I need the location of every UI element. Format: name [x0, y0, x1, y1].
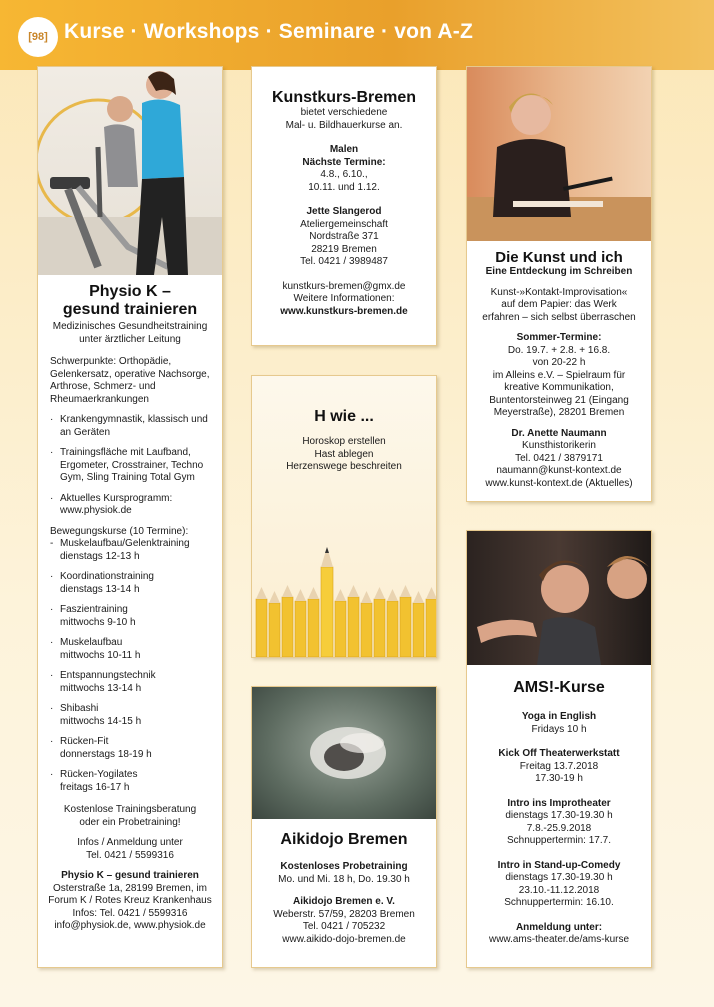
physio-free-line1: Kostenlose Trainingsberatung — [63, 804, 197, 815]
course-name: Koordinationstraining — [60, 571, 154, 582]
course-time: donnerstags 18-19 h — [60, 748, 152, 760]
list-item: · Rücken-Fit donnerstags 18-19 h — [50, 736, 152, 760]
list-item: · Krankengymnastik, klassisch und an Geräten — [50, 414, 212, 439]
page-number-badge: [98] — [18, 17, 58, 57]
kunst-title: Die Kunst und ich — [495, 249, 623, 266]
kunst-s1: Do. 19.7. + 2.8. + 16.8. — [507, 344, 611, 356]
kunstkurs-termine: Nächste Termine: — [302, 156, 386, 168]
kunst-s4: kreative Kommunikation, — [504, 382, 614, 393]
list-item: · Faszientraining mittwochs 9-10 h — [50, 604, 136, 628]
kunstkurs-sub1: bietet verschiedene — [300, 107, 388, 118]
ams-website[interactable]: www.ams-theater.de/ams-kurse — [488, 934, 630, 945]
kunst-s5: Buntentorsteinweg 21 (Eingang — [489, 394, 629, 406]
physio-address-line1: Osterstraße 1a, 28199 Bremen, im — [53, 882, 207, 894]
hwie-card — [251, 375, 437, 658]
course-time: dienstags 13-14 h — [60, 583, 140, 595]
aikido-club: Aikidojo Bremen e. V. — [293, 896, 395, 907]
kunstkurs-more: Weitere Informationen: — [293, 293, 395, 304]
kunstkurs-contact-name: Jette Slangerod — [306, 206, 382, 217]
physio-subtitle-line1: Medizinisches Gesundheitstraining — [52, 321, 208, 332]
hwie-title: H wie ... — [314, 408, 374, 425]
course-time: mittwochs 10-11 h — [60, 649, 141, 661]
hwie-line2: Hast ablegen — [314, 448, 374, 460]
list-item: · Shibashi mittwochs 14-15 h — [50, 703, 142, 727]
ams-title: AMS!-Kurse — [513, 679, 605, 696]
aikido-phone: Tel. 0421 / 705232 — [302, 921, 386, 932]
kunst-s6: Meyerstraße), 28201 Bremen — [493, 407, 625, 418]
list-item: · Koordinationstraining dienstags 13-14 h — [50, 571, 154, 595]
ams-registration: Anmeldung unter: — [515, 921, 603, 933]
kunst-desc2: auf dem Papier: das Werk — [501, 299, 617, 310]
ams-course1-time: Fridays 10 h — [531, 723, 587, 735]
ams-course3-time: dienstags 17.30-19.30 h — [505, 810, 613, 821]
physio-address-line4[interactable]: info@physiok.de, www.physiok.de — [54, 920, 206, 931]
course-name: Muskelaufbau/Gelenktraining — [60, 538, 190, 549]
aikido-website[interactable]: www.aikido-dojo-bremen.de — [282, 933, 406, 945]
list-item: · Trainingsfläche mit Laufband, Ergometer, Crosstrainer, Techno Gym, Sling Training Total Gym — [50, 447, 212, 485]
kunstkurs-addr3: 28219 Bremen — [311, 243, 377, 255]
hwie-line1: Horoskop erstellen — [302, 436, 386, 447]
list-item: - Muskelaufbau/Gelenktraining dienstags 12-13 h — [50, 538, 190, 562]
ams-card — [466, 530, 652, 968]
physio-info-line1: Infos / Anmeldung unter — [77, 837, 183, 848]
kunstkurs-phone: Tel. 0421 / 3989487 — [300, 256, 388, 267]
course-time: mittwochs 9-10 h — [60, 616, 136, 628]
course-time: freitags 16-17 h — [60, 781, 130, 793]
course-name: Muskelaufbau — [60, 637, 123, 648]
physio-photo — [38, 67, 222, 275]
aikido-free: Kostenloses Probetraining — [280, 861, 408, 872]
pencils-illustration — [252, 537, 437, 657]
ams-course4: Intro in Stand-up-Comedy — [497, 859, 621, 871]
kunstkurs-title: Kunstkurs-Bremen — [271, 89, 417, 106]
kunst-s2: von 20-22 h — [532, 357, 586, 368]
list-item: · Aktuelles Kursprogramm: www.physiok.de — [50, 493, 212, 518]
aikido-title: Aikidojo Bremen — [280, 831, 408, 848]
list-item: · Rücken-Yogilates freitags 16-17 h — [50, 769, 138, 793]
kunstkurs-sub2: Mal- u. Bildhauerkurse an. — [285, 119, 403, 131]
kunstkurs-dates2: 10.11. und 1.12. — [308, 181, 380, 193]
ams-course2-date: Freitag 13.7.2018 — [519, 760, 599, 772]
kunst-desc3: erfahren – sich selbst überraschen — [482, 311, 636, 323]
aikido-illustration — [252, 687, 436, 819]
physio-address-line2: Forum K / Rotes Kreuz Krankenhaus — [48, 895, 212, 906]
aikido-address: Weberstr. 57/59, 28203 Bremen — [273, 908, 415, 920]
header-band — [0, 0, 714, 70]
ams-photo — [467, 531, 651, 665]
physio-bullet-1: Krankengymnastik, klassisch und an Geräten — [60, 414, 208, 438]
physio-bullet-2: Trainingsfläche mit Laufband, Ergometer, Crosstrainer, Techno Gym, Sling Training Total Gym — [60, 447, 204, 483]
kunst-card — [466, 66, 652, 502]
ams-course3-trial: Schnuppertermin: 17.7. — [507, 835, 611, 846]
kunstkurs-email[interactable]: kunstkurs-bremen@gmx.de — [282, 280, 406, 292]
physio-title-line2: gesund trainieren — [62, 301, 198, 318]
physio-focus: Schwerpunkte: Orthopädie, Gelenkersatz, operative Nachsorge, Arthrose, Schmerz- und Rheumaerkrankungen — [50, 356, 210, 405]
course-name: Faszientraining — [60, 604, 128, 615]
kunstkurs-card — [251, 66, 437, 346]
kunst-desc1: Kunst-»Kontakt-Improvisation« — [490, 286, 628, 298]
course-name: Shibashi — [60, 703, 99, 714]
ams-course3-dates: 7.8.-25.9.2018 — [526, 822, 592, 834]
physio-courses-intro: Bewegungskurse (10 Termine): — [50, 525, 189, 537]
kunstkurs-dates1: 4.8., 6.10., — [320, 169, 368, 180]
ams-course2: Kick Off Theaterwerkstatt — [498, 748, 620, 759]
kunst-subtitle: Eine Entdeckung im Schreiben — [485, 266, 633, 277]
course-name: Rücken-Fit — [60, 736, 109, 747]
physio-subtitle-line2: unter ärztlicher Leitung — [79, 333, 181, 345]
kunst-illustration — [467, 67, 651, 241]
ams-illustration — [467, 531, 651, 665]
kunst-s3: im Alleins e.V. – Spielraum für — [492, 369, 626, 381]
aikido-photo — [252, 687, 436, 819]
physio-illustration — [38, 67, 222, 275]
physio-bullet-3: Aktuelles Kursprogramm: www.physiok.de — [60, 492, 173, 516]
physio-info-line2: Tel. 0421 / 5599316 — [86, 849, 174, 861]
kunstkurs-website[interactable]: www.kunstkurs-bremen.de — [280, 305, 408, 317]
physio-address-name: Physio K – gesund trainieren — [61, 870, 199, 881]
kunstkurs-malen: Malen — [329, 144, 359, 155]
physio-address-line3: Infos: Tel. 0421 / 5599316 — [72, 907, 188, 919]
kunst-website[interactable]: www.kunst-kontext.de (Aktuelles) — [485, 477, 633, 489]
aikido-times: Mo. und Mi. 18 h, Do. 19.30 h — [278, 873, 410, 885]
kunst-role: Kunsthistorikerin — [522, 440, 596, 451]
kunst-summer: Sommer-Termine: — [516, 332, 602, 343]
course-time: mittwochs 14-15 h — [60, 715, 142, 727]
aikido-card — [251, 686, 437, 968]
physio-free-line2: oder ein Probetraining! — [79, 816, 181, 828]
page-title: Kurse · Workshops · Seminare · von A-Z — [64, 20, 473, 43]
course-name: Rücken-Yogilates — [60, 769, 138, 780]
physio-card — [37, 66, 223, 968]
course-name: Entspannungstechnik — [60, 670, 156, 681]
physio-title-line1: Physio K – — [89, 283, 171, 300]
course-time: dienstags 12-13 h — [60, 550, 140, 562]
kunstkurs-addr2: Nordstraße 371 — [309, 231, 379, 242]
ams-course3: Intro ins Improtheater — [507, 797, 611, 809]
ams-course4-trial: Schnuppertermin: 16.10. — [504, 897, 614, 908]
ams-course4-dates: 23.10.-11.12.2018 — [518, 884, 600, 896]
ams-course1: Yoga in English — [521, 711, 597, 722]
list-item: · Muskelaufbau mittwochs 10-11 h — [50, 637, 141, 661]
kunst-photo — [467, 67, 651, 241]
ams-course2-time: 17.30-19 h — [535, 773, 583, 784]
kunstkurs-addr1: Ateliergemeinschaft — [300, 218, 388, 230]
kunst-contact-name: Dr. Anette Naumann — [511, 427, 607, 439]
course-time: mittwochs 13-14 h — [60, 682, 142, 694]
ams-course4-time: dienstags 17.30-19.30 h — [505, 872, 613, 883]
list-item: · Entspannungstechnik mittwochs 13-14 h — [50, 670, 156, 694]
kunst-phone: Tel. 0421 / 3879171 — [515, 452, 603, 464]
kunst-email[interactable]: naumann@kunst-kontext.de — [496, 465, 622, 476]
hwie-line3: Herzenswege beschreiten — [286, 461, 402, 472]
